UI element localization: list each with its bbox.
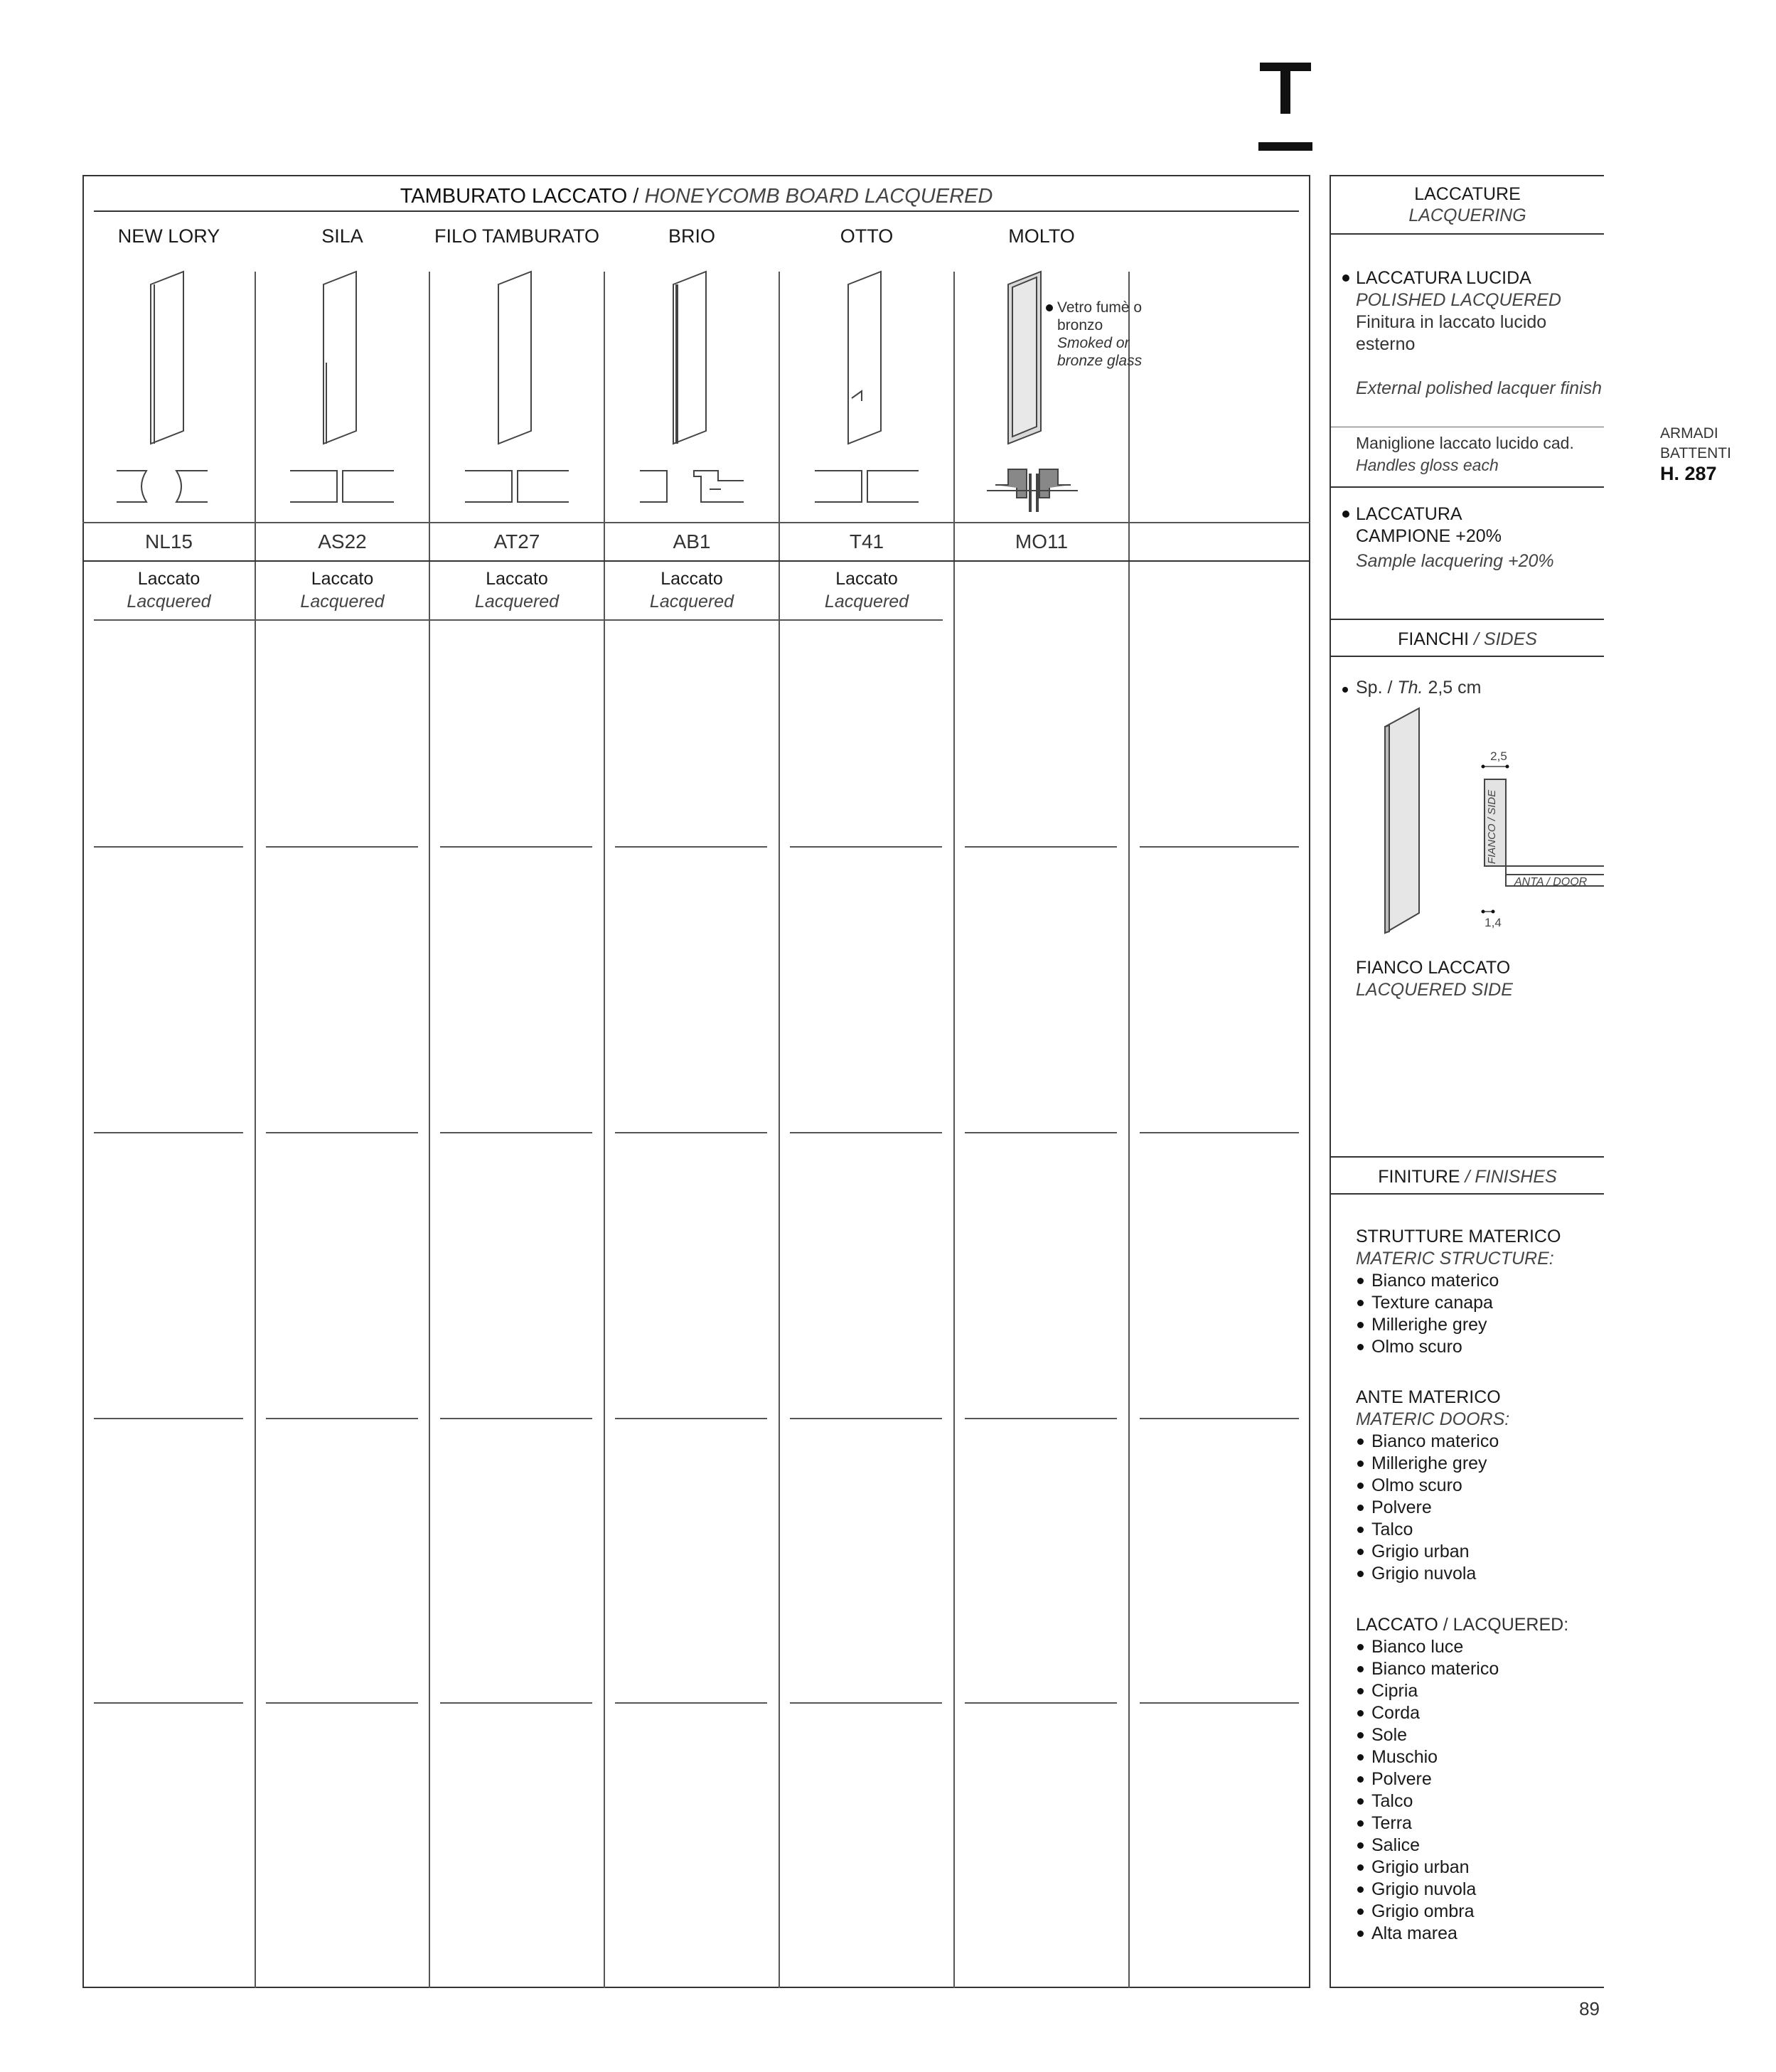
fianchi-title-en: SIDES xyxy=(1483,629,1537,649)
lucida-desc-en: External polished lacquer finish xyxy=(1356,378,1603,398)
bullet-icon xyxy=(1342,511,1349,518)
dim-bottom: 1,4 xyxy=(1485,916,1502,929)
finish-it: Laccato xyxy=(486,569,548,589)
section-divider xyxy=(1331,486,1604,488)
finish-list-item: Grigio nuvola xyxy=(1356,1563,1598,1585)
section-label-height: H. 287 xyxy=(1660,463,1717,484)
finish-list-item: Sole xyxy=(1356,1724,1598,1746)
code-as22: AS22 xyxy=(318,530,367,552)
lucida-desc: Finitura in laccato lucido esterno xyxy=(1356,312,1547,354)
grid-row-line xyxy=(440,1132,592,1133)
side-panel-diagram xyxy=(1331,704,1604,946)
fianchi-spec xyxy=(1356,677,1605,699)
col-name-molto: MOLTO xyxy=(1008,225,1075,247)
grid-row-line xyxy=(615,1418,767,1419)
finish-list-item: Cipria xyxy=(1356,1680,1598,1702)
code-at27: AT27 xyxy=(493,530,540,552)
spec-value: 2,5 cm xyxy=(1423,678,1482,698)
col-name-otto: OTTO xyxy=(840,225,894,247)
grid-row-line xyxy=(266,1132,418,1133)
ante-block xyxy=(1356,1387,1598,1585)
table-title xyxy=(94,181,1299,212)
campione-block xyxy=(1356,503,1605,572)
laccatura-lucida-block xyxy=(1356,267,1605,400)
laccato-title-en: / LACQUERED: xyxy=(1438,1615,1569,1635)
maniglione-en: Handles gloss each xyxy=(1356,456,1499,474)
grid-row-line xyxy=(1140,1702,1299,1704)
finish-list-item: Talco xyxy=(1356,1519,1598,1541)
spec-sp: Sp. / xyxy=(1356,678,1398,698)
finish-en: Lacquered xyxy=(300,592,385,612)
fianchi-header: FIANCHI / SIDES xyxy=(1398,629,1537,649)
ante-list xyxy=(1356,1431,1598,1585)
grid-row-line xyxy=(965,1702,1117,1704)
finish-list-item: Olmo scuro xyxy=(1356,1475,1598,1497)
finish-list-item: Salice xyxy=(1356,1835,1598,1857)
grid-row-line xyxy=(1140,1418,1299,1419)
finish-cell xyxy=(255,567,429,613)
ante-title-en: MATERIC DOORS: xyxy=(1356,1409,1510,1429)
grid-row-line xyxy=(1140,846,1299,848)
laccato-block xyxy=(1356,1614,1598,1945)
fianco-caption xyxy=(1356,957,1605,1001)
section-label xyxy=(1660,424,1731,484)
otto-door-icon xyxy=(815,272,919,502)
bullet-icon xyxy=(1342,687,1348,693)
maniglione-it: Maniglione laccato lucido cad. xyxy=(1356,434,1574,452)
molto-glass-note xyxy=(1057,299,1143,370)
finish-it: Laccato xyxy=(835,569,898,589)
finiture-title: FINITURE xyxy=(1378,1167,1460,1187)
grid-row-line xyxy=(615,1702,767,1704)
code-mo11: MO11 xyxy=(1015,530,1069,552)
finish-list-item: Grigio urban xyxy=(1356,1541,1598,1563)
fianco-caption-it: FIANCO LACCATO xyxy=(1356,958,1511,978)
bullet-icon xyxy=(1342,274,1349,282)
bullet-icon xyxy=(1046,304,1053,311)
code-nl15: NL15 xyxy=(145,530,193,552)
row-divider xyxy=(94,619,943,621)
grid-row-line xyxy=(94,1418,243,1419)
fianco-caption-en: LACQUERED SIDE xyxy=(1356,980,1513,1000)
finish-list-item: Polvere xyxy=(1356,1497,1598,1519)
finish-cell xyxy=(604,567,779,613)
finish-list-item: Texture canapa xyxy=(1356,1292,1598,1314)
row-divider xyxy=(82,522,1310,523)
finish-list-item: Bianco materico xyxy=(1356,1270,1598,1292)
finiture-title-en: FINISHES xyxy=(1475,1167,1557,1187)
finish-en: Lacquered xyxy=(824,592,909,612)
campione-title-2: CAMPIONE +20% xyxy=(1356,526,1502,546)
side-panel-border xyxy=(1330,175,1331,1988)
grid-row-line xyxy=(790,846,942,848)
finish-en: Lacquered xyxy=(649,592,734,612)
section-divider xyxy=(1331,233,1604,235)
ante-title: ANTE MATERICO xyxy=(1356,1387,1501,1407)
dim-top: 2,5 xyxy=(1490,749,1507,763)
grid-row-line xyxy=(94,1132,243,1133)
finish-list-item: Millerighe grey xyxy=(1356,1453,1598,1475)
grid-row-line xyxy=(94,846,243,848)
title-italic: HONEYCOMB BOARD LACQUERED xyxy=(644,185,993,208)
door-drawings xyxy=(82,263,1128,512)
new-lory-door-icon xyxy=(117,272,208,502)
laccature-header xyxy=(1331,183,1604,226)
finish-list-item: Talco xyxy=(1356,1790,1598,1812)
grid-row-line xyxy=(94,1702,243,1704)
finish-list-item: Grigio ombra xyxy=(1356,1901,1598,1923)
finish-list-item: Bianco materico xyxy=(1356,1658,1598,1680)
spec-th: Th. xyxy=(1397,678,1423,698)
molto-note-it: Vetro fumè o bronzo xyxy=(1057,299,1143,333)
col-name-sila: SILA xyxy=(321,225,363,247)
finish-list-item: Grigio urban xyxy=(1356,1857,1598,1879)
strutture-block xyxy=(1356,1226,1598,1358)
fianchi-title: FIANCHI xyxy=(1398,629,1470,649)
molto-note-en: Smoked or bronze glass xyxy=(1057,335,1143,369)
label-door: ANTA / DOOR xyxy=(1514,876,1588,888)
grid-row-line xyxy=(965,846,1117,848)
page-number: 89 xyxy=(1579,1998,1600,2019)
section-label-line2: BATTENTI xyxy=(1660,445,1731,461)
row-divider xyxy=(82,560,1310,562)
grid-row-line xyxy=(440,846,592,848)
grid-row-line xyxy=(790,1418,942,1419)
finish-list-item: Bianco materico xyxy=(1356,1431,1598,1453)
brio-door-icon xyxy=(640,272,744,502)
finish-it: Laccato xyxy=(311,569,374,589)
code-t41: T41 xyxy=(849,530,884,552)
laccature-title-en: LACQUERING xyxy=(1408,205,1526,225)
finish-list-item: Olmo scuro xyxy=(1356,1336,1598,1358)
finish-cell xyxy=(779,567,954,613)
finish-list-item: Alta marea xyxy=(1356,1923,1598,1945)
campione-en: Sample lacquering +20% xyxy=(1356,551,1554,571)
finish-en: Lacquered xyxy=(474,592,560,612)
col-name-filo-tamburato: FILO TAMBURATO xyxy=(434,225,600,247)
finish-list-item: Grigio nuvola xyxy=(1356,1879,1598,1901)
side-panel-border xyxy=(1330,175,1604,176)
code-ab1: AB1 xyxy=(673,530,711,552)
title-sep: / xyxy=(627,185,645,208)
finish-list-item: Bianco luce xyxy=(1356,1636,1598,1658)
section-divider xyxy=(1331,1156,1604,1158)
sila-door-icon xyxy=(290,272,394,502)
finish-list-item: Corda xyxy=(1356,1702,1598,1724)
laccato-title: LACCATO xyxy=(1356,1615,1438,1635)
finish-list-item: Terra xyxy=(1356,1812,1598,1835)
campione-title-1: LACCATURA xyxy=(1356,504,1462,524)
finish-list-item: Muschio xyxy=(1356,1746,1598,1768)
section-divider xyxy=(1331,1193,1604,1195)
grid-row-line xyxy=(440,1702,592,1704)
section-divider xyxy=(1331,656,1604,657)
grid-row-line xyxy=(266,1418,418,1419)
grid-row-line xyxy=(1140,1132,1299,1133)
laccato-list xyxy=(1356,1636,1598,1945)
finish-cell xyxy=(82,567,255,613)
section-label-line1: ARMADI xyxy=(1660,425,1718,442)
label-side: FIANCO / SIDE xyxy=(1486,789,1498,865)
side-panel-border xyxy=(1330,1987,1604,1988)
section-divider xyxy=(1331,619,1604,620)
col-name-new-lory: NEW LORY xyxy=(117,225,220,247)
strutture-title-en: MATERIC STRUCTURE: xyxy=(1356,1249,1554,1269)
finish-en: Lacquered xyxy=(127,592,211,612)
grid-row-line xyxy=(266,1702,418,1704)
finish-list-item: Polvere xyxy=(1356,1768,1598,1790)
grid-row-line xyxy=(440,1418,592,1419)
grid-row-line xyxy=(965,1132,1117,1133)
strutture-list xyxy=(1356,1270,1598,1358)
maniglione-block xyxy=(1356,432,1605,476)
grid-row-line xyxy=(965,1418,1117,1419)
logo-t-icon xyxy=(1258,63,1312,151)
finish-cell xyxy=(429,567,604,613)
grid-row-line xyxy=(266,846,418,848)
grid-row-line xyxy=(790,1132,942,1133)
lucida-title: LACCATURA LUCIDA xyxy=(1356,268,1531,288)
grid-row-line xyxy=(615,1132,767,1133)
laccature-title: LACCATURE xyxy=(1414,184,1521,204)
finish-list-item: Millerighe grey xyxy=(1356,1314,1598,1336)
finish-it: Laccato xyxy=(660,569,723,589)
filo-tamburato-door-icon xyxy=(465,272,569,502)
lucida-title-en: POLISHED LACQUERED xyxy=(1356,290,1561,310)
finish-it: Laccato xyxy=(137,569,200,589)
grid-row-line xyxy=(790,1702,942,1704)
title-bold: TAMBURATO LACCATO xyxy=(400,185,628,208)
finiture-header: FINITURE / FINISHES xyxy=(1378,1167,1557,1187)
col-name-brio: BRIO xyxy=(668,225,715,247)
strutture-title: STRUTTURE MATERICO xyxy=(1356,1227,1561,1246)
grid-row-line xyxy=(615,846,767,848)
